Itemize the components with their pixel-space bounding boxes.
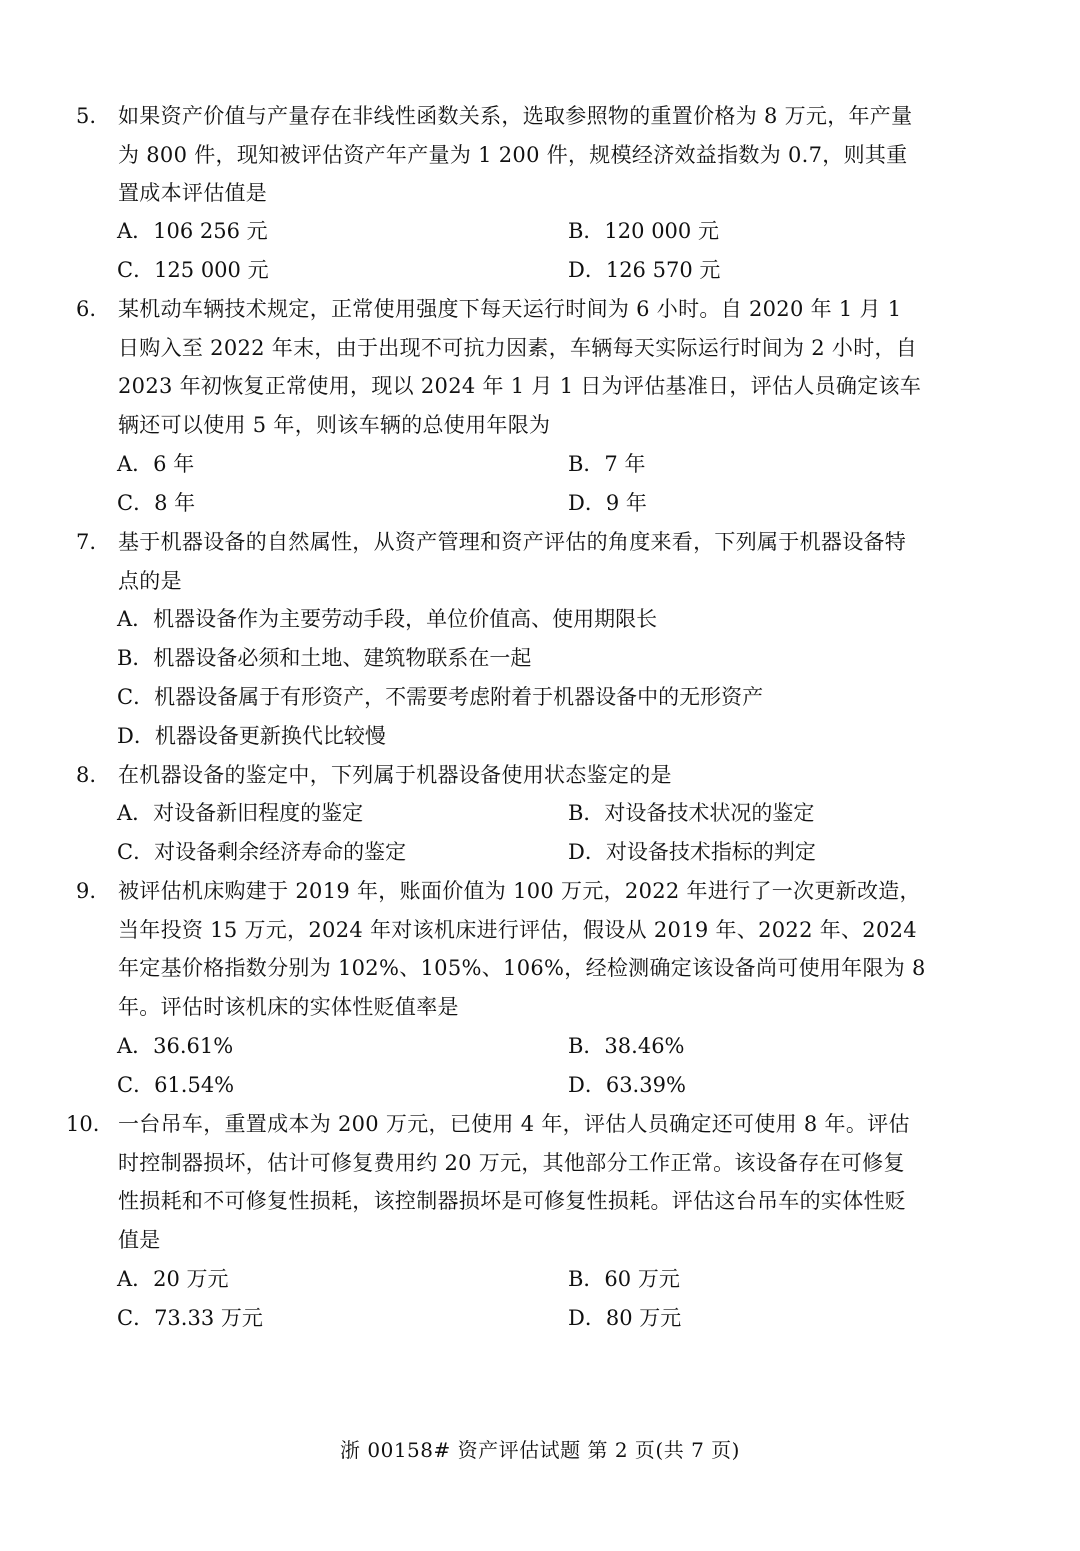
option-d: D．机器设备更新换代比较慢: [117, 724, 386, 748]
option-a: A．6 年: [117, 452, 195, 476]
question-stem: 在机器设备的鉴定中，下列属于机器设备使用状态鉴定的是: [118, 763, 672, 787]
option-b: B．60 万元: [568, 1267, 680, 1291]
option-c: C．125 000 元: [117, 258, 269, 282]
option-a: A．对设备新旧程度的鉴定: [117, 801, 364, 825]
page-footer: 浙 00158# 资产评估试题 第 2 页(共 7 页): [340, 1438, 740, 1462]
option-d: D．80 万元: [568, 1306, 682, 1330]
option-a: A．20 万元: [117, 1267, 229, 1291]
option-a: A．106 256 元: [117, 219, 268, 243]
question-number: 10.: [66, 1112, 100, 1136]
option-a: A．36.61%: [117, 1034, 234, 1058]
option-b: B．机器设备必须和土地、建筑物联系在一起: [117, 646, 532, 670]
option-d: D．126 570 元: [568, 258, 721, 282]
question-stem: 如果资产价值与产量存在非线性函数关系，选取参照物的重置价格为 8 万元，年产量为 800 件，现知被评估资产年产量为 1 200 件，规模经济效益指数为 0.7，则其重置成本评估值是: [118, 104, 913, 205]
question-stem: 被评估机床购建于 2019 年，账面价值为 100 万元，2022 年进行了一次更新改造，当年投资 15 万元，2024 年对该机床进行评估，假设从 2019 年、2022 年、2024 年定基价格指数分别为 102%、105%、106%，经检测确定该设备尚可使用年限为 8 年。评估时该机床的实体性贬值率是: [118, 879, 926, 1019]
question-number: 7.: [76, 530, 97, 554]
option-b: B．7 年: [568, 452, 646, 476]
question-number: 5.: [76, 104, 97, 128]
question-number: 8.: [76, 763, 97, 787]
option-c: C．机器设备属于有形资产，不需要考虑附着于机器设备中的无形资产: [117, 685, 764, 709]
option-c: C．对设备剩余经济寿命的鉴定: [117, 840, 407, 864]
option-d: D．对设备技术指标的判定: [568, 840, 816, 864]
question-number: 6.: [76, 297, 97, 321]
option-a: A．机器设备作为主要劳动手段，单位价值高、使用期限长: [117, 607, 658, 631]
option-b: B．38.46%: [568, 1034, 685, 1058]
option-c: C．8 年: [117, 491, 196, 515]
option-d: D．63.39%: [568, 1073, 686, 1097]
option-d: D．9 年: [568, 491, 647, 515]
question-stem: 基于机器设备的自然属性，从资产管理和资产评估的角度来看，下列属于机器设备特点的是: [118, 530, 907, 593]
option-b: B．对设备技术状况的鉴定: [568, 801, 815, 825]
question-stem: 一台吊车，重置成本为 200 万元，已使用 4 年，评估人员确定还可使用 8 年。评估时控制器损坏，估计可修复费用约 20 万元，其他部分工作正常。该设备存在可修复性损耗和不可修复性损耗，该控制器损坏是可修复性损耗。评估这台吊车的实体性贬值是: [118, 1112, 910, 1252]
option-c: C．61.54%: [117, 1073, 235, 1097]
option-b: B．120 000 元: [568, 219, 719, 243]
question-number: 9.: [76, 879, 97, 903]
question-stem: 某机动车辆技术规定，正常使用强度下每天运行时间为 6 小时。自 2020 年 1 月 1 日购入至 2022 年末，由于出现不可抗力因素，车辆每天实际运行时间为 2 小时，自 2023 年初恢复正常使用，现以 2024 年 1 月 1 日为评估基准日，评估人员确定该车辆还可以使用 5 年，则该车辆的总使用年限为: [118, 297, 922, 437]
option-c: C．73.33 万元: [117, 1306, 263, 1330]
